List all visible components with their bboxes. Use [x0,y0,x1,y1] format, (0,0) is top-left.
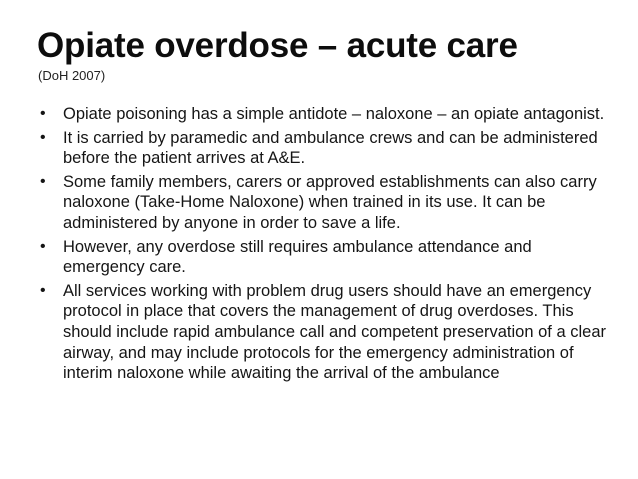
slide-subtitle: (DoH 2007) [38,68,106,83]
bullet-dot-icon: • [40,237,46,255]
bullet-text: However, any overdose still requires ambulance attendance and emergency care. [63,237,532,277]
bullet-dot-icon: • [40,172,46,190]
bullet-text: All services working with problem drug users should have an emergency protocol in place that covers the management of drug overdoses. This should include rapid ambulance call and competent preservation of a clear airway, and may include protocols for the emergency administration of interim naloxone while awaiting the arrival of the ambulance [63,281,606,383]
bullet-text: Some family members, carers or approved establishments can also carry naloxone (Take-Home Naloxone) when trained in its use. It can be administered by anyone in order to save a life. [63,172,597,232]
bullet-item [40,128,612,169]
bullet-item [40,237,612,278]
bullet-list [40,104,612,387]
bullet-text: It is carried by paramedic and ambulance crews and can be administered before the patient arrives at A&E. [63,128,598,168]
bullet-text: Opiate poisoning has a simple antidote – naloxone – an opiate antagonist. [63,105,605,123]
slide-title: Opiate overdose – acute care [37,26,518,65]
bullet-item [40,104,612,125]
bullet-dot-icon: • [40,128,46,146]
bullet-dot-icon: • [40,105,46,122]
bullet-item [40,172,612,234]
bullet-item [40,281,612,384]
bullet-dot-icon: • [40,281,46,299]
